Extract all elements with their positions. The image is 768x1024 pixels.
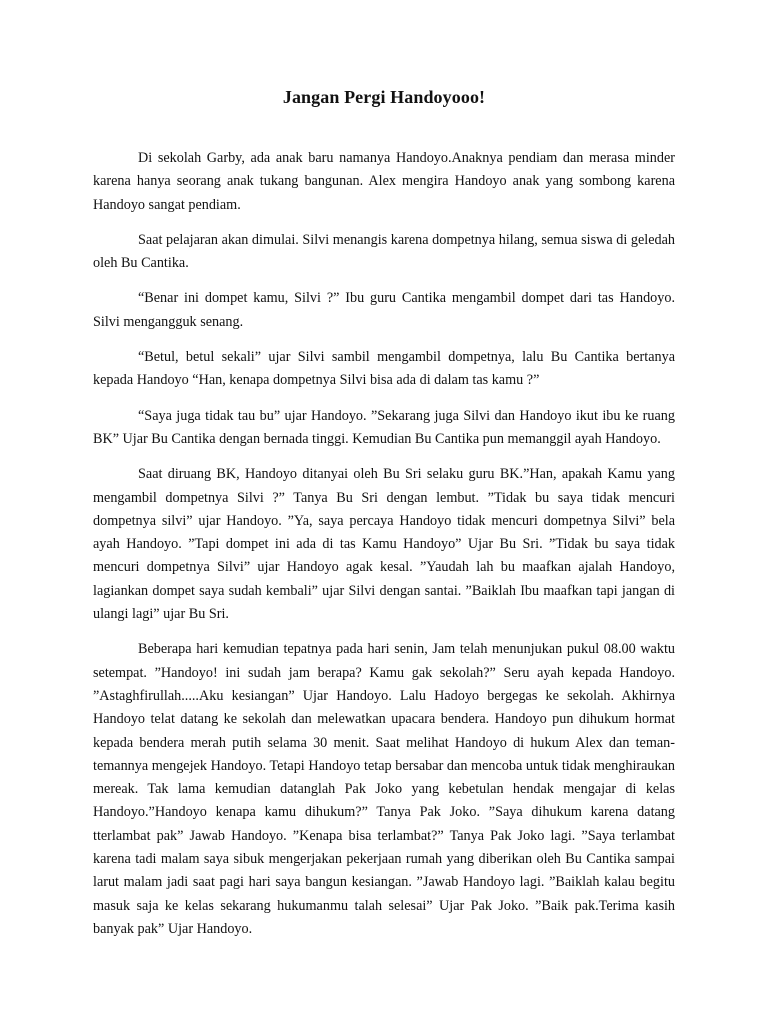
document-page	[93, 85, 675, 953]
paragraph: “Saya juga tidak tau bu” ujar Handoyo. ”Sekarang juga Silvi dan Handoyo ikut ibu ke ruang BK” Ujar Bu Cantika dengan bernada tinggi. Kemudian Bu Cantika pun memanggil ayah Handoyo.	[93, 407, 675, 447]
paragraph: Di sekolah Garby, ada anak baru namanya Handoyo.Anaknya pendiam dan merasa minder karena hanya seorang anak tukang bangunan. Alex mengira Handoyo anak yang sombong karena Handoyo sangat pendiam.	[93, 150, 675, 213]
document-title: Jangan Pergi Handoyooo!	[282, 87, 486, 107]
paragraph: Saat diruang BK, Handoyo ditanyai oleh Bu Sri selaku guru BK.”Han, apakah Kamu yang mengambil dompetnya Silvi ?” Tanya Bu Sri dengan lembut. ”Tidak bu saya tidak mencuri dompetnya silvi” ujar Handoyo. ”Ya, saya percaya Handoyo tidak mencuri dompetnya Silvi” bela ayah Handoyo. ”Tapi dompet ini ada di tas Kamu Handoyo” Ujar Bu Sri. ”Tidak bu saya tidak mencuri dompetnya Silvi” ujar Handoyo agak kesal. ”Yaudah lah bu maafkan ajalah Handoyo, lagiankan dompet saya sudah kembali” ujar Silvi dengan santai. ”Baiklah Ibu maafkan tapi jangan di ulangi lagi” ujar Bu Sri.	[93, 466, 675, 623]
paragraph: “Betul, betul sekali” ujar Silvi sambil mengambil dompetnya, lalu Bu Cantika bertanya kepada Handoyo “Han, kenapa dompetnya Silvi bisa ada di dalam tas kamu ?”	[93, 349, 675, 389]
paragraph: Beberapa hari kemudian tepatnya pada hari senin, Jam telah menunjukan pukul 08.00 waktu setempat. ”Handoyo! ini sudah jam berapa? Kamu gak sekolah?” Seru ayah kepada Handoyo. ”Astaghfirullah.....Aku kesiangan” Ujar Handoyo. Lalu Hadoyo bergegas ke sekolah. Akhirnya Handoyo telat datang ke sekolah dan melewatkan upacara bendera. Handoyo pun dihukum hormat kepada bendera merah putih selama 30 menit. Saat melihat Handoyo di hukum Alex dan teman-temannya mengejek Handoyo. Tetapi Handoyo tetap bersabar dan mencoba untuk tidak menghiraukan mereak. Tak lama kemudian datanglah Pak Joko yang kebetulan hendak mengajar di kelas Handoyo.”Handoyo kenapa kamu dihukum?” Tanya Pak Joko. ”Saya dihukum karena datang tterlambat pak” Jawab Handoyo. ”Kenapa bisa terlambat?” Tanya Pak Joko lagi. ”Saya terlambat karena tadi malam saya sibuk mengerjakan pekerjaan rumah yang diberikan oleh Bu Cantika sampai larut malam jadi saat pagi hari saya bangun kesiangan. ”Jawab Handoyo lagi. ”Baiklah kalau begitu masuk saja ke kelas sekarang hukumanmu talah selesai” Ujar Pak Joko. ”Baik pak.Terima kasih banyak pak” Ujar Handoyo.	[93, 641, 675, 937]
paragraph: Saat pelajaran akan dimulai. Silvi menangis karena dompetnya hilang, semua siswa di geledah oleh Bu Cantika.	[93, 231, 675, 272]
paragraph: “Benar ini dompet kamu, Silvi ?” Ibu guru Cantika mengambil dompet dari tas Handoyo. Silvi mengangguk senang.	[93, 290, 675, 330]
